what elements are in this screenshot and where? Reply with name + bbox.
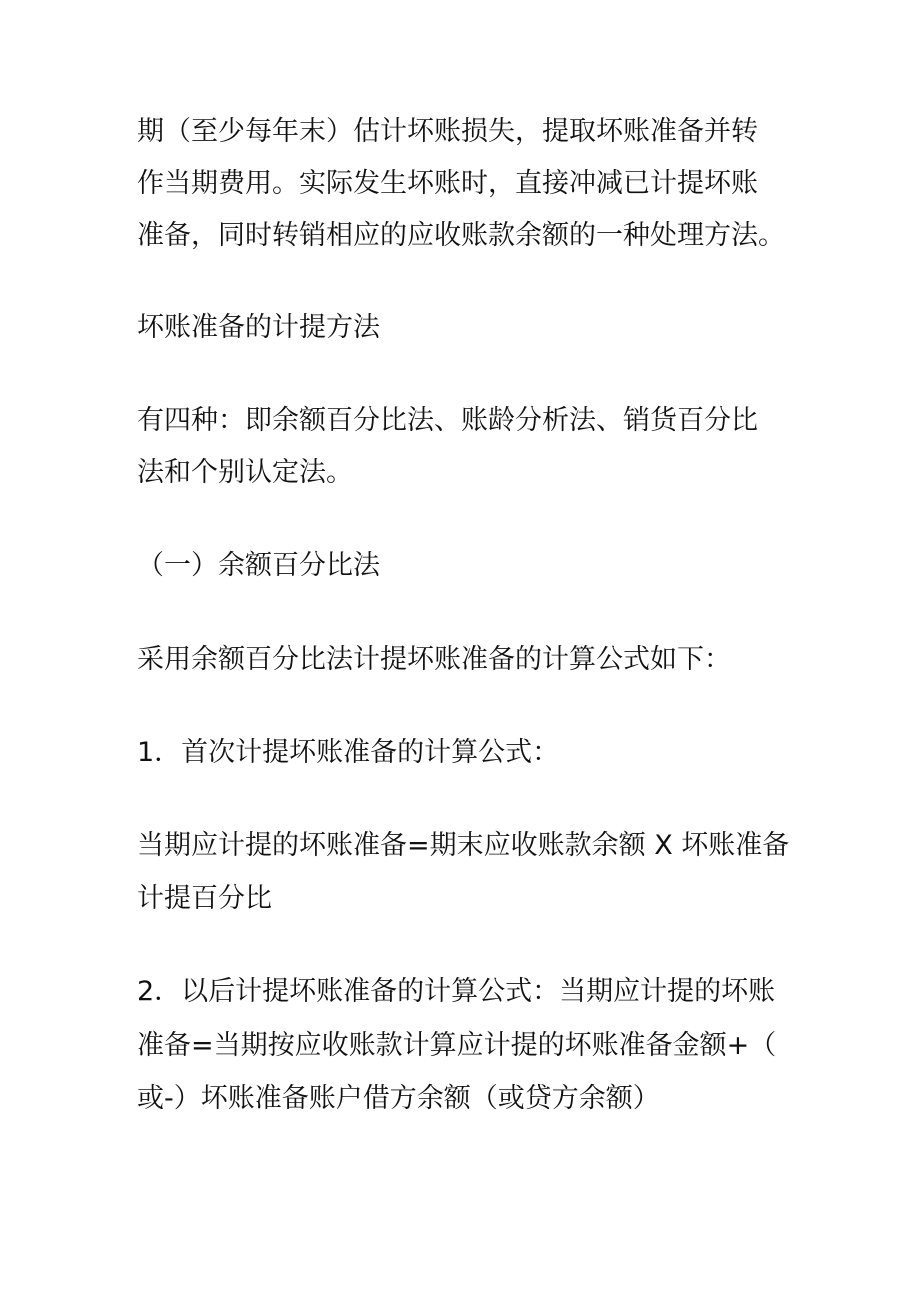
text-line: 计提百分比	[137, 883, 272, 914]
text-line: 期（至少每年末）估计坏账损失，提取坏账准备并转	[137, 116, 758, 147]
text-line: 作当期费用。实际发生坏账时，直接冲减已计提坏账	[137, 168, 758, 199]
text-line: 法和个别认定法。	[137, 457, 353, 488]
list-item-1-title: 1．首次计提坏账准备的计算公式：	[137, 737, 560, 768]
section-heading: 坏账准备的计提方法	[137, 312, 380, 343]
text-line: 当期应计提的坏账准备=期末应收账款余额 X 坏账准备	[137, 830, 790, 861]
formula-intro-paragraph: 采用余额百分比法计提坏账准备的计算公式如下：	[137, 644, 731, 675]
text-line: 准备=当期按应收账款计算应计提的坏账准备金额+（	[137, 1030, 777, 1061]
text-line: 准备，同时转销相应的应收账款余额的一种处理方法。	[137, 220, 785, 251]
text-line: 或-）坏账准备账户借方余额（或贷方余额）	[137, 1083, 660, 1114]
text-line: 2．以后计提坏账准备的计算公式：当期应计提的坏账	[137, 976, 776, 1007]
text-line: 有四种：即余额百分比法、账龄分析法、销货百分比	[137, 405, 758, 436]
subsection-heading: （一）余额百分比法	[137, 550, 380, 581]
